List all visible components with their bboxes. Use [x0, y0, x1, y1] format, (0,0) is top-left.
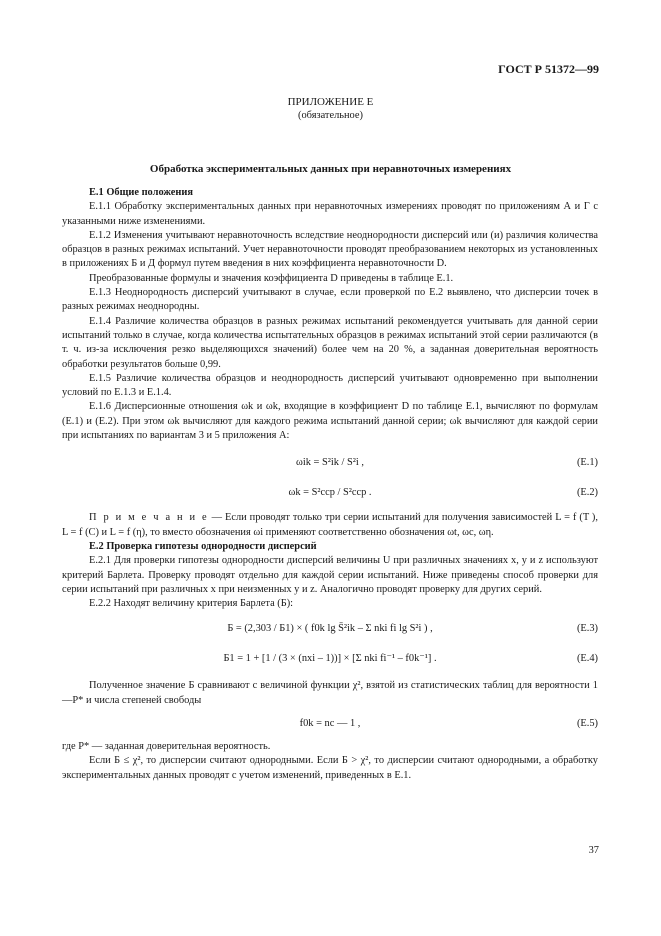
page-number: 37	[588, 844, 599, 856]
paragraph: Е.1.1 Обработку экспериментальных данных при неравноточных измерениях проводят по приложениям А и Г с указанными ниже изменениями.	[62, 201, 598, 227]
appendix-heading	[0, 96, 661, 122]
formula-e2	[62, 481, 598, 505]
section-heading: Е.1 Общие положения	[89, 187, 193, 198]
paragraph: Е.2.1 Для проверки гипотезы однородности дисперсий величины U при различных значениях x, y и z используют критерий Барлета. Проверку проводят отдельно для каждой серии испытаний. Ниже приведены способ проверки для серии испытаний при различных x при неизменных y и z. Аналогично проводят проверку для других серий.	[62, 555, 598, 595]
formula-expression: f0k = nc — 1 ,	[299, 718, 361, 730]
note	[62, 511, 598, 540]
formula-number: (Е.4)	[576, 653, 598, 665]
main-title: Обработка экспериментальных данных при неравноточных измерениях	[149, 163, 512, 175]
paragraph: Е.1.5 Различие количества образцов и неоднородность дисперсий учитывают одновременно при выполнении условий по Е.1.3 и Е.1.4.	[62, 372, 598, 399]
paragraph: Е.1.6 Дисперсионные отношения ωk и ωk, входящие в коэффициент D по таблице Е.1, вычисляют по формулам (Е.1) и (Е.2). При этом ωk вычисляют для каждого режима испытаний данной серии; ωk вычисляют для каждой серии при испытаниях по вариантам 3 и 5 приложения А:	[62, 401, 598, 442]
formula-number: (Е.1)	[576, 457, 598, 469]
paragraph: Полученное значение Б сравнивают с величиной функции χ², взятой из статистических таблиц для вероятности 1—P* и числа степеней свободы	[62, 680, 598, 706]
formula-number: (Е.3)	[576, 623, 598, 635]
formula-e4	[62, 647, 598, 671]
note-label: П р и м е ч а н и е	[89, 512, 209, 524]
appendix-status: (обязательное)	[298, 110, 363, 121]
paragraph: Е.2.2 Находят величину критерия Барлета (Б):	[89, 598, 294, 610]
paragraph: Е.1.4 Различие количества образцов в разных режимах испытаний рекомендуется учитывать для данной серии испытаний только в случае, когда количества испытательных образцов в режимах испытаний этой серии различаются (в т. ч. из-за исключения резко выделяющихся значений) более чем на 20 %, а заданная доверительная вероятность обработки результатов больше 0,99.	[62, 315, 598, 370]
formula-expression: Б = (2,303 / Б1) × ( f0k lg S̄²ik – Σ nki fi lg S²i ) ,	[227, 623, 433, 635]
formula-e5	[62, 712, 598, 736]
formula-e3	[62, 617, 598, 641]
formula-number: (Е.5)	[576, 718, 598, 730]
formula-expression: ωik = S²ik / S²i ,	[295, 457, 364, 469]
paragraph: Преобразованные формулы и значения коэффициента D приведены в таблице Е.1.	[89, 272, 454, 284]
appendix-title: ПРИЛОЖЕНИЕ Е	[287, 96, 374, 108]
paragraph: Если Б ≤ χ², то дисперсии считают однородными. Если Б > χ², то дисперсии считают однородными, а обработку экспериментальных данных проводят с учетом изменений, приведенных в Е.1.	[62, 755, 598, 781]
document-id: ГОСТ Р 51372—99	[498, 62, 599, 76]
formula-expression: ωk = S²сср / S²сср .	[288, 487, 372, 499]
formula-number: (Е.2)	[576, 487, 598, 499]
document-body	[62, 186, 598, 783]
paragraph: где P* — заданная доверительная вероятность.	[62, 741, 271, 753]
section-heading: Е.2 Проверка гипотезы однородности дисперсий	[89, 540, 317, 552]
paragraph: Е.1.3 Неоднородность дисперсий учитывают в случае, если проверкой по Е.2 выявлено, что дисперсии точек в разных режимах неоднородны.	[62, 287, 598, 313]
formula-expression: Б1 = 1 + [1 / (3 × (nxi – 1))] × [Σ nki fi⁻¹ – f0k⁻¹] .	[223, 653, 437, 665]
paragraph: Е.1.2 Изменения учитывают неравноточность вследствие неоднородности дисперсий или (и) различия количества образцов в разных режимах испытаний. Учет неравноточности проводят преобразованием некоторых из установленных в приложениях Б и Д формул путем введения в них коэффициента неравноточности D.	[62, 229, 598, 270]
formula-e1	[62, 451, 598, 475]
note-text: — Если проводят только три серии испытаний для получения зависимостей L = f (T ), L = f (C) и L = f (η), то вместо обозначения ωi применяют соответственно обозначения ωt, ωc, ωη.	[62, 512, 598, 538]
